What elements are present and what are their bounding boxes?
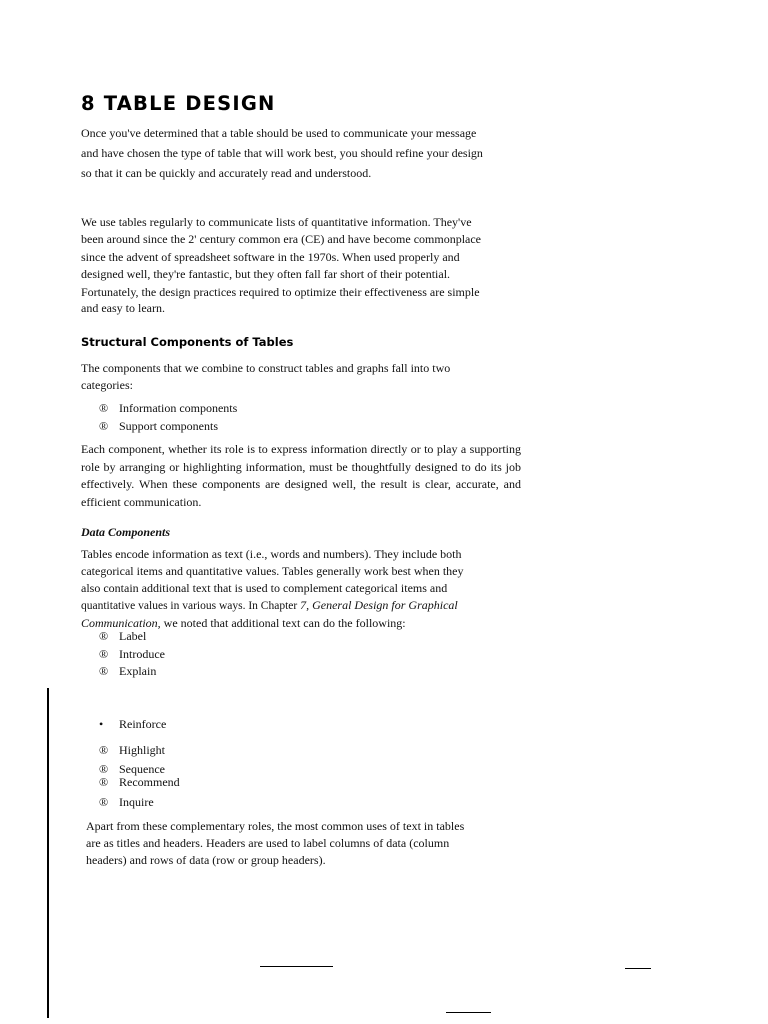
registered-bullet-icon: ® — [99, 629, 109, 643]
list-item — [99, 775, 180, 790]
text-line: Once you've determined that a table should be used to communicate your message — [81, 126, 477, 140]
registered-bullet-icon: ® — [99, 647, 109, 661]
registered-bullet-icon: ® — [99, 775, 109, 789]
registered-bullet-icon: ® — [99, 401, 109, 415]
list-item-label: Sequence — [119, 762, 165, 776]
list-item-label: Information components — [119, 401, 238, 415]
dot-bullet-icon: • — [99, 717, 104, 731]
list-item — [99, 795, 154, 810]
list-item-label: Label — [119, 629, 147, 643]
registered-bullet-icon: ® — [99, 762, 109, 776]
text-line: and easy to learn. — [81, 301, 165, 315]
footer-rule — [260, 966, 333, 967]
section-heading: Structural Components of Tables — [81, 335, 294, 349]
text-line: headers) and rows of data (row or group headers). — [86, 853, 326, 867]
text-line: categorical items and quantitative values. Tables generally work best when they — [81, 564, 464, 578]
subsection-heading: Data Components — [81, 525, 171, 539]
text-line: The components that we combine to construct tables and graphs fall into two — [81, 361, 451, 375]
chapter-reference: Communication, — [81, 616, 161, 630]
text-line: and have chosen the type of table that will work best, you should refine your design — [81, 146, 483, 160]
list-item — [99, 647, 165, 662]
footer-rule — [446, 1012, 491, 1013]
list-item — [99, 419, 218, 434]
text-line: We use tables regularly to communicate lists of quantitative information. They've — [81, 215, 472, 229]
list-item — [99, 717, 166, 732]
list-item — [99, 629, 146, 644]
list-item-label: Recommend — [119, 775, 180, 789]
text-span: quantitative values in various ways. In Chapter — [81, 600, 301, 612]
list-item-label: Inquire — [119, 795, 154, 809]
list-item-label: Reinforce — [119, 717, 167, 731]
text-line: Apart from these complementary roles, the most common uses of text in tables — [86, 819, 465, 833]
list-item-label: Highlight — [119, 743, 166, 757]
chapter-heading: 8 TABLE DESIGN — [81, 92, 276, 115]
list-item-label: Explain — [119, 664, 157, 678]
registered-bullet-icon: ® — [99, 795, 109, 809]
list-item — [99, 664, 156, 679]
left-margin-rule — [47, 688, 49, 1018]
text-line: so that it can be quickly and accurately read and understood. — [81, 166, 372, 180]
footer-rule — [625, 968, 651, 969]
text-line: also contain additional text that is used to complement categorical items and — [81, 581, 448, 595]
chapter-reference: 7, General Design for Graphical — [300, 598, 458, 612]
list-item — [99, 743, 165, 758]
registered-bullet-icon: ® — [99, 743, 109, 757]
text-line: categories: — [81, 378, 133, 392]
text-line — [81, 596, 458, 615]
text-span: we noted that additional text can do the following: — [160, 616, 406, 630]
text-line: are as titles and headers. Headers are used to label columns of data (column — [86, 836, 450, 850]
each-component-paragraph: Each component, whether its role is to express information directly or to play a supporting role by arranging or highlighting information, must be thoughtfully designed to do its job effectively. When these components are designed well, the result is clear, accurate, and efficient communication. — [81, 442, 521, 509]
text-line: been around since the 2' century common era (CE) and have become commonplace — [81, 232, 482, 246]
list-item-label: Introduce — [119, 647, 165, 661]
registered-bullet-icon: ® — [99, 419, 109, 433]
text-line: Fortunately, the design practices required to optimize their effectiveness are simple — [81, 285, 480, 299]
registered-bullet-icon: ® — [99, 664, 109, 678]
text-line: designed well, they're fantastic, but they often fall far short of their potential. — [81, 267, 451, 281]
list-item — [99, 401, 237, 416]
text-line: since the advent of spreadsheet software in the 1970s. When used properly and — [81, 250, 460, 264]
text-line: Tables encode information as text (i.e., words and numbers). They include both — [81, 547, 462, 561]
list-item-label: Support components — [119, 419, 218, 433]
